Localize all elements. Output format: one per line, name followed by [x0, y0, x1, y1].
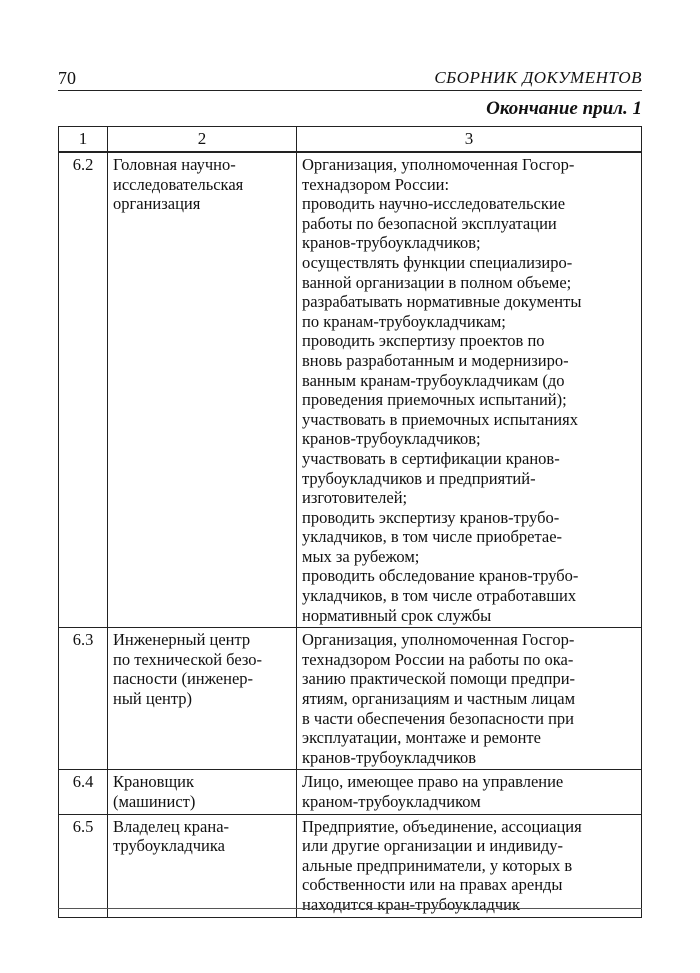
definition-line: участвовать в приемочных испытаниях: [302, 409, 578, 429]
table-header-row: [59, 127, 642, 153]
definition-line: укладчиков, в том числе приобретае-: [302, 527, 563, 547]
term-line: ный центр): [113, 689, 193, 709]
definition-line: проводить обследование кранов-трубо-: [302, 566, 579, 586]
running-title: СБОРНИК ДОКУМЕНТОВ: [434, 68, 642, 87]
definition-line: разрабатывать нормативные документы: [302, 292, 582, 312]
definition-line: проведения приемочных испытаний);: [302, 390, 567, 410]
term-cell: [108, 152, 297, 628]
definition-line: участвовать в сертификации кранов-: [302, 448, 560, 468]
definition-line: Предприятие, объединение, ассоциация: [302, 816, 582, 836]
definition-line: нормативный срок службы: [302, 605, 492, 625]
definition-line: кранов-трубоукладчиков;: [302, 429, 481, 449]
term-line: исследовательская: [113, 174, 244, 194]
definition-line: собственности или на правах аренды: [302, 875, 563, 895]
definition-line: укладчиков, в том числе отработавших: [302, 586, 577, 606]
definition-line: ванным кранам-трубоукладчикам (до: [302, 370, 565, 390]
definition-cell: [297, 152, 642, 628]
column-header-1: 1: [59, 127, 108, 153]
definition-line: изготовителей;: [302, 488, 408, 508]
page-header: [58, 66, 642, 91]
definition-line: ятиям, организациям и частным лицам: [302, 689, 576, 709]
definition-line: ванной организации в полном объеме;: [302, 272, 572, 292]
term-line: Крановщик: [113, 772, 195, 792]
definition-line: Организация, уполномоченная Госгор-: [302, 155, 575, 174]
definition-line: эксплуатации, монтаже и ремонте: [302, 728, 541, 748]
term-cell: [108, 814, 297, 917]
term-line: по технической безо-: [113, 649, 263, 669]
appendix-caption: Окончание прил. 1: [486, 98, 642, 119]
definition-line: технадзором России на работы по ока-: [302, 649, 574, 669]
table-header: [59, 127, 642, 153]
page-number: 70: [58, 68, 76, 88]
column-header-2: 2: [108, 127, 297, 153]
row-number: 6.2: [59, 152, 108, 628]
definition-line: проводить экспертизу кранов-трубо-: [302, 507, 560, 527]
row-number: 6.5: [59, 814, 108, 917]
term-line: Инженерный центр: [113, 630, 251, 650]
definition-line: или другие организации и индивиду-: [302, 836, 564, 856]
term-line: (машинист): [113, 792, 196, 811]
definition-cell: [297, 814, 642, 917]
definition-line: кранов-трубоукладчиков: [302, 747, 477, 767]
term-line: трубоукладчика: [113, 836, 225, 856]
definition-line: работы по безопасной эксплуатации: [302, 213, 557, 233]
definition-line: занию практической помощи предпри-: [302, 669, 576, 689]
term-cell: [108, 770, 297, 814]
table-row: [59, 814, 642, 917]
definition-line: проводить научно-исследовательские: [302, 194, 566, 214]
term-line: организация: [113, 194, 201, 214]
row-number: 6.3: [59, 628, 108, 770]
column-header-3: 3: [297, 127, 642, 153]
term-cell: [108, 628, 297, 770]
table-row: [59, 628, 642, 770]
definition-line: технадзором России:: [302, 174, 450, 194]
table-row: [59, 152, 642, 628]
definition-line: кранов-трубоукладчиков;: [302, 233, 481, 253]
definition-line: трубоукладчиков и предприятий-: [302, 468, 536, 488]
definition-cell: [297, 770, 642, 814]
definitions-table: [58, 126, 642, 918]
definition-line: проводить экспертизу проектов по: [302, 331, 545, 351]
table-row: [59, 770, 642, 814]
definition-line: альные предприниматели, у которых в: [302, 855, 573, 875]
definition-line: в части обеспечения безопасности при: [302, 708, 574, 728]
row-number: 6.4: [59, 770, 108, 814]
definition-cell: [297, 628, 642, 770]
table-body: [59, 152, 642, 917]
definition-line: находится кран-трубоукладчик: [302, 894, 520, 914]
definition-line: Организация, уполномоченная Госгор-: [302, 630, 575, 650]
footer-rule: [58, 908, 642, 909]
term-line: пасности (инженер-: [113, 669, 254, 689]
definition-line: мых за рубежом;: [302, 546, 420, 566]
definition-line: по кранам-трубоукладчикам;: [302, 311, 506, 331]
definition-line: осуществлять функции специализиро-: [302, 252, 573, 272]
definition-line: краном-трубоукладчиком: [302, 792, 481, 811]
term-line: Владелец крана-: [113, 816, 230, 836]
term-line: Головная научно-: [113, 155, 236, 174]
definition-line: Лицо, имеющее право на управление: [302, 772, 564, 792]
definition-line: вновь разработанным и модернизиро-: [302, 350, 569, 370]
